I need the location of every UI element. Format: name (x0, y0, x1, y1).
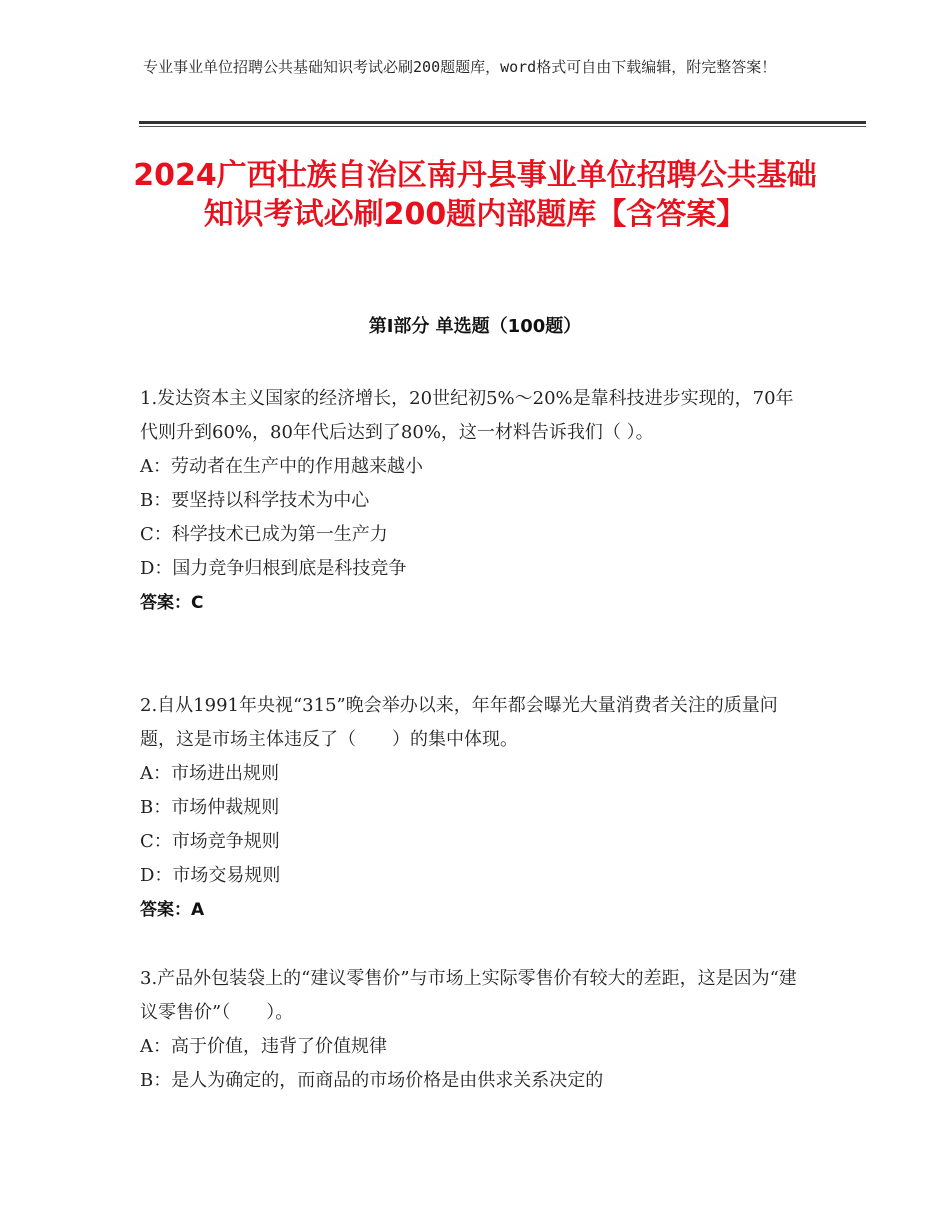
option-b: B：市场仲裁规则 (140, 797, 280, 818)
option-a: A：市场进出规则 (140, 763, 279, 784)
option-d: D：市场交易规则 (140, 865, 281, 886)
question-3 (140, 962, 800, 1098)
option-d: D：国力竞争归根到底是科技竞争 (140, 558, 407, 579)
question-stem: 2.自从1991年央视“315”晚会举办以来，年年都会曝光大量消费者关注的质量问题，这是市场主体违反了（ ）的集中体现。 (140, 695, 778, 750)
section-title: 第Ⅰ部分 单选题（100题） (368, 316, 582, 337)
answer-label: 答案：C (140, 593, 204, 613)
header-divider-thin (139, 126, 866, 127)
question-stem: 3.产品外包装袋上的“建议零售价”与市场上实际零售价有较大的差距，这是因为“建议零售价”（ ）。 (140, 968, 797, 1023)
option-b: B：是人为确定的，而商品的市场价格是由供求关系决定的 (140, 1070, 604, 1091)
option-b: B：要坚持以科学技术为中心 (140, 490, 370, 511)
header-note: 专业事业单位招聘公共基础知识考试必刷200题题库，word格式可自由下载编辑，附完整答案！ (143, 58, 777, 76)
question-2 (140, 689, 800, 927)
option-a: A：高于价值，违背了价值规律 (140, 1036, 387, 1057)
option-c: C：市场竞争规则 (140, 831, 280, 852)
option-a: A：劳动者在生产中的作用越来越小 (140, 456, 423, 477)
document-title: 2024广西壮族自治区南丹县事业单位招聘公共基础知识考试必刷200题内部题库【含答案】 (133, 158, 817, 232)
question-1 (140, 382, 800, 620)
option-c: C：科学技术已成为第一生产力 (140, 524, 388, 545)
header-divider-thick (139, 121, 866, 124)
question-stem: 1.发达资本主义国家的经济增长，20世纪初5%～20%是靠科技进步实现的，70年代则升到60%，80年代后达到了80%，这一材料告诉我们（ ）。 (140, 388, 794, 443)
answer-label: 答案：A (140, 900, 205, 920)
